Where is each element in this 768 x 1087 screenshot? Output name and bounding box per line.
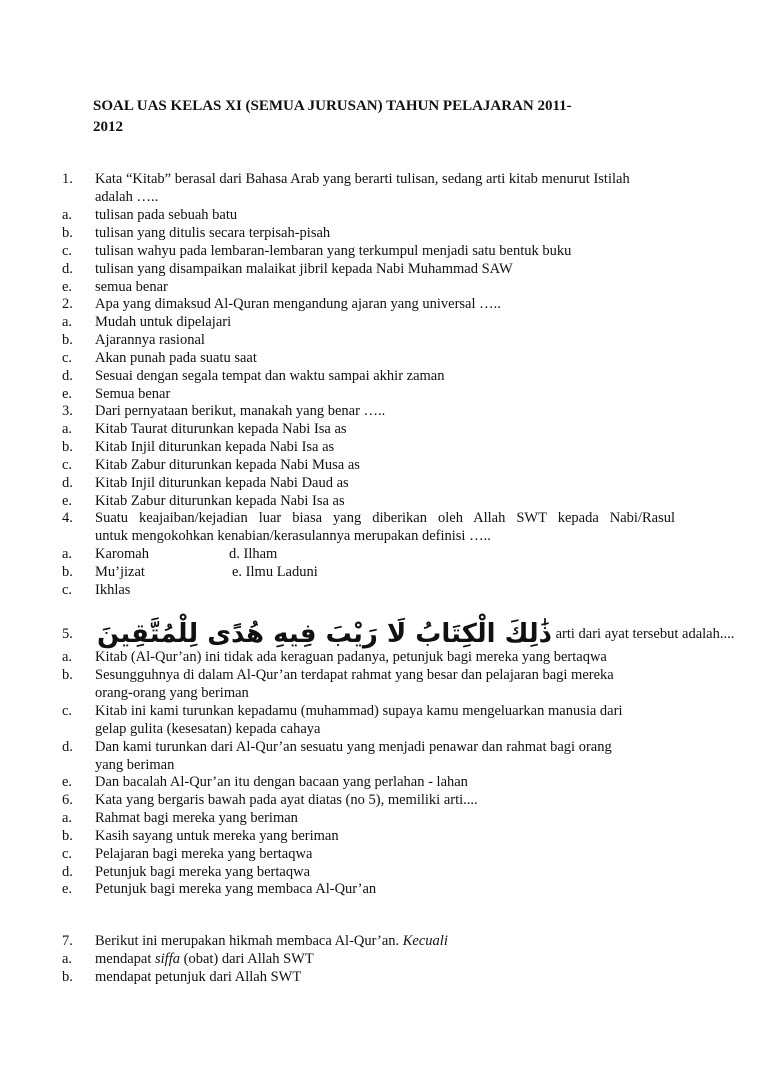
question-text-continuation: adalah …..	[95, 189, 159, 205]
option-label: b.	[62, 439, 73, 455]
option-label: e.	[62, 386, 73, 402]
option-label: e.	[62, 279, 73, 295]
option-text: Rahmat bagi mereka yang beriman	[95, 810, 298, 826]
option-text: tulisan yang ditulis secara terpisah-pisah	[95, 225, 331, 241]
option-label: d.	[62, 739, 73, 755]
option-label: c.	[62, 243, 73, 259]
option-2d	[62, 367, 687, 385]
question-number: 6.	[62, 792, 73, 808]
option-label: c.	[62, 350, 73, 366]
option-1b	[62, 224, 687, 242]
option-text: Semua benar	[95, 386, 171, 402]
option-text: Kasih sayang untuk mereka yang beriman	[95, 828, 339, 844]
option-label: a.	[62, 314, 73, 330]
option-label: c.	[62, 846, 73, 862]
option-text: Mudah untuk dipelajari	[95, 314, 232, 330]
option-2b	[62, 331, 687, 349]
question-5	[62, 617, 735, 651]
option-text: Karomah	[95, 546, 149, 562]
option-text: Ajarannya rasional	[95, 332, 205, 348]
question-text: arti dari ayat tersebut adalah....	[555, 626, 735, 642]
option-2a	[62, 313, 687, 331]
option-text: Kitab (Al-Qur’an) ini tidak ada keraguan padanya, petunjuk bagi mereka yang bertaqwa	[95, 649, 607, 665]
option-3d	[62, 474, 687, 492]
option-label: c.	[62, 703, 73, 719]
option-7b	[62, 968, 687, 986]
question-text: Dari pernyataan berikut, manakah yang benar …..	[95, 403, 386, 419]
option-text: Kitab Zabur diturunkan kepada Nabi Isa as	[95, 493, 345, 509]
option-label: e.	[62, 493, 73, 509]
option-label: d.	[62, 864, 73, 880]
option-6e	[62, 880, 687, 898]
title-line-2: 2012	[93, 119, 123, 135]
question-number: 4.	[62, 510, 73, 526]
option-1c	[62, 242, 687, 260]
question-number: 3.	[62, 403, 73, 419]
option-label: a.	[62, 951, 73, 967]
option-text: Kitab Injil diturunkan kepada Nabi Daud as	[95, 475, 349, 491]
page-title	[93, 96, 673, 138]
option-text: semua benar	[95, 279, 168, 295]
question-text: Suatu keajaiban/kejadian luar biasa yang diberikan oleh Allah SWT kepada Nabi/Rasul	[95, 510, 675, 526]
question-number: 2.	[62, 296, 73, 312]
option-3a	[62, 420, 687, 438]
option-5b	[62, 666, 687, 684]
option-6d	[62, 863, 687, 881]
option-4a	[62, 545, 687, 563]
option-5b-continuation: orang-orang yang beriman	[95, 685, 249, 701]
arabic-verse: ذَٰلِكَ الْكِتَابُ لَا رَيْبَ فِيهِ هُدًى لِلْمُتَّقِينَ	[97, 619, 552, 649]
option-text-italic: siffa	[155, 951, 180, 967]
option-label: b.	[62, 225, 73, 241]
option-label: c.	[62, 457, 73, 473]
option-text: mendapat petunjuk dari Allah SWT	[95, 969, 302, 985]
question-2	[62, 295, 687, 313]
option-5e	[62, 773, 687, 791]
option-4e: e. Ilmu Laduni	[232, 564, 318, 580]
option-text: Pelajaran bagi mereka yang bertaqwa	[95, 846, 313, 862]
option-5d-continuation: yang beriman	[95, 757, 175, 773]
option-1d	[62, 260, 687, 278]
question-7	[62, 932, 687, 950]
option-text: Dan bacalah Al-Qur’an itu dengan bacaan yang perlahan - lahan	[95, 774, 468, 790]
option-text	[95, 950, 314, 968]
option-label: a.	[62, 546, 73, 562]
option-label: b.	[62, 969, 73, 985]
option-label: a.	[62, 649, 73, 665]
option-4c	[62, 581, 687, 599]
option-label: d.	[62, 368, 73, 384]
option-label: b.	[62, 828, 73, 844]
option-5d	[62, 738, 687, 756]
option-label: a.	[62, 207, 73, 223]
option-text: Kitab Zabur diturunkan kepada Nabi Musa as	[95, 457, 360, 473]
option-label: e.	[62, 881, 73, 897]
option-1e	[62, 278, 687, 296]
option-label: a.	[62, 421, 73, 437]
option-4d: d. Ilham	[229, 546, 278, 562]
question-text-italic: Kecuali	[402, 933, 448, 949]
option-5a	[62, 648, 687, 666]
option-text: Dan kami turunkan dari Al-Qur’an sesuatu yang menjadi penawar dan rahmat bagi orang	[95, 739, 612, 755]
question-number: 1.	[62, 171, 73, 187]
option-5c	[62, 702, 687, 720]
option-text: Petunjuk bagi mereka yang bertaqwa	[95, 864, 311, 880]
option-2e	[62, 385, 687, 403]
option-label: b.	[62, 332, 73, 348]
option-label: a.	[62, 810, 73, 826]
option-text: tulisan wahyu pada lembaran-lembaran yang terkumpul menjadi satu bentuk buku	[95, 243, 572, 259]
option-label: e.	[62, 774, 73, 790]
option-text: Akan punah pada suatu saat	[95, 350, 257, 366]
option-3e	[62, 492, 687, 510]
option-6c	[62, 845, 687, 863]
option-text: Sesuai dengan segala tempat dan waktu sampai akhir zaman	[95, 368, 445, 384]
option-text: Kitab Taurat diturunkan kepada Nabi Isa as	[95, 421, 347, 437]
option-6b	[62, 827, 687, 845]
option-text-pre: mendapat	[95, 951, 152, 967]
option-label: b.	[62, 564, 73, 580]
question-number: 7.	[62, 933, 73, 949]
option-7a	[62, 950, 687, 968]
question-text: Kata yang bergaris bawah pada ayat diatas (no 5), memiliki arti....	[95, 792, 478, 808]
question-number: 5.	[62, 626, 73, 642]
option-text: Sesungguhnya di dalam Al-Qur’an terdapat rahmat yang besar dan pelajaran bagi mereka	[95, 667, 614, 683]
question-1	[62, 170, 687, 188]
option-6a	[62, 809, 687, 827]
option-text: tulisan pada sebuah batu	[95, 207, 238, 223]
option-4b	[62, 563, 687, 581]
question-text: Berikut ini merupakan hikmah membaca Al-Qur’an.	[95, 933, 400, 949]
option-text-post: (obat) dari Allah SWT	[183, 951, 314, 967]
title-line-1: SOAL UAS KELAS XI (SEMUA JURUSAN) TAHUN PELAJARAN 2011-	[93, 98, 572, 114]
question-3	[62, 402, 687, 420]
option-5c-continuation: gelap gulita (kesesatan) kepada cahaya	[95, 721, 321, 737]
option-label: d.	[62, 475, 73, 491]
option-label: c.	[62, 582, 73, 598]
question-6	[62, 791, 687, 809]
question-text: Apa yang dimaksud Al-Quran mengandung ajaran yang universal …..	[95, 296, 501, 312]
option-3b	[62, 438, 687, 456]
option-2c	[62, 349, 687, 367]
question-text-continuation: untuk mengokohkan kenabian/kerasulannya merupakan definisi …..	[95, 528, 491, 544]
option-text: tulisan yang disampaikan malaikat jibril kepada Nabi Muhammad SAW	[95, 261, 513, 277]
option-text: Mu’jizat	[95, 564, 145, 580]
option-text: Ikhlas	[95, 582, 131, 598]
option-text: Kitab ini kami turunkan kepadamu (muhammad) supaya kamu mengeluarkan manusia dari	[95, 703, 623, 719]
question-text: Kata “Kitab” berasal dari Bahasa Arab yang berarti tulisan, sedang arti kitab menurut Istilah	[95, 171, 630, 187]
option-1a	[62, 206, 687, 224]
option-3c	[62, 456, 687, 474]
option-text: Petunjuk bagi mereka yang membaca Al-Qur’an	[95, 881, 377, 897]
option-label: b.	[62, 667, 73, 683]
option-label: d.	[62, 261, 73, 277]
option-text: Kitab Injil diturunkan kepada Nabi Isa as	[95, 439, 335, 455]
